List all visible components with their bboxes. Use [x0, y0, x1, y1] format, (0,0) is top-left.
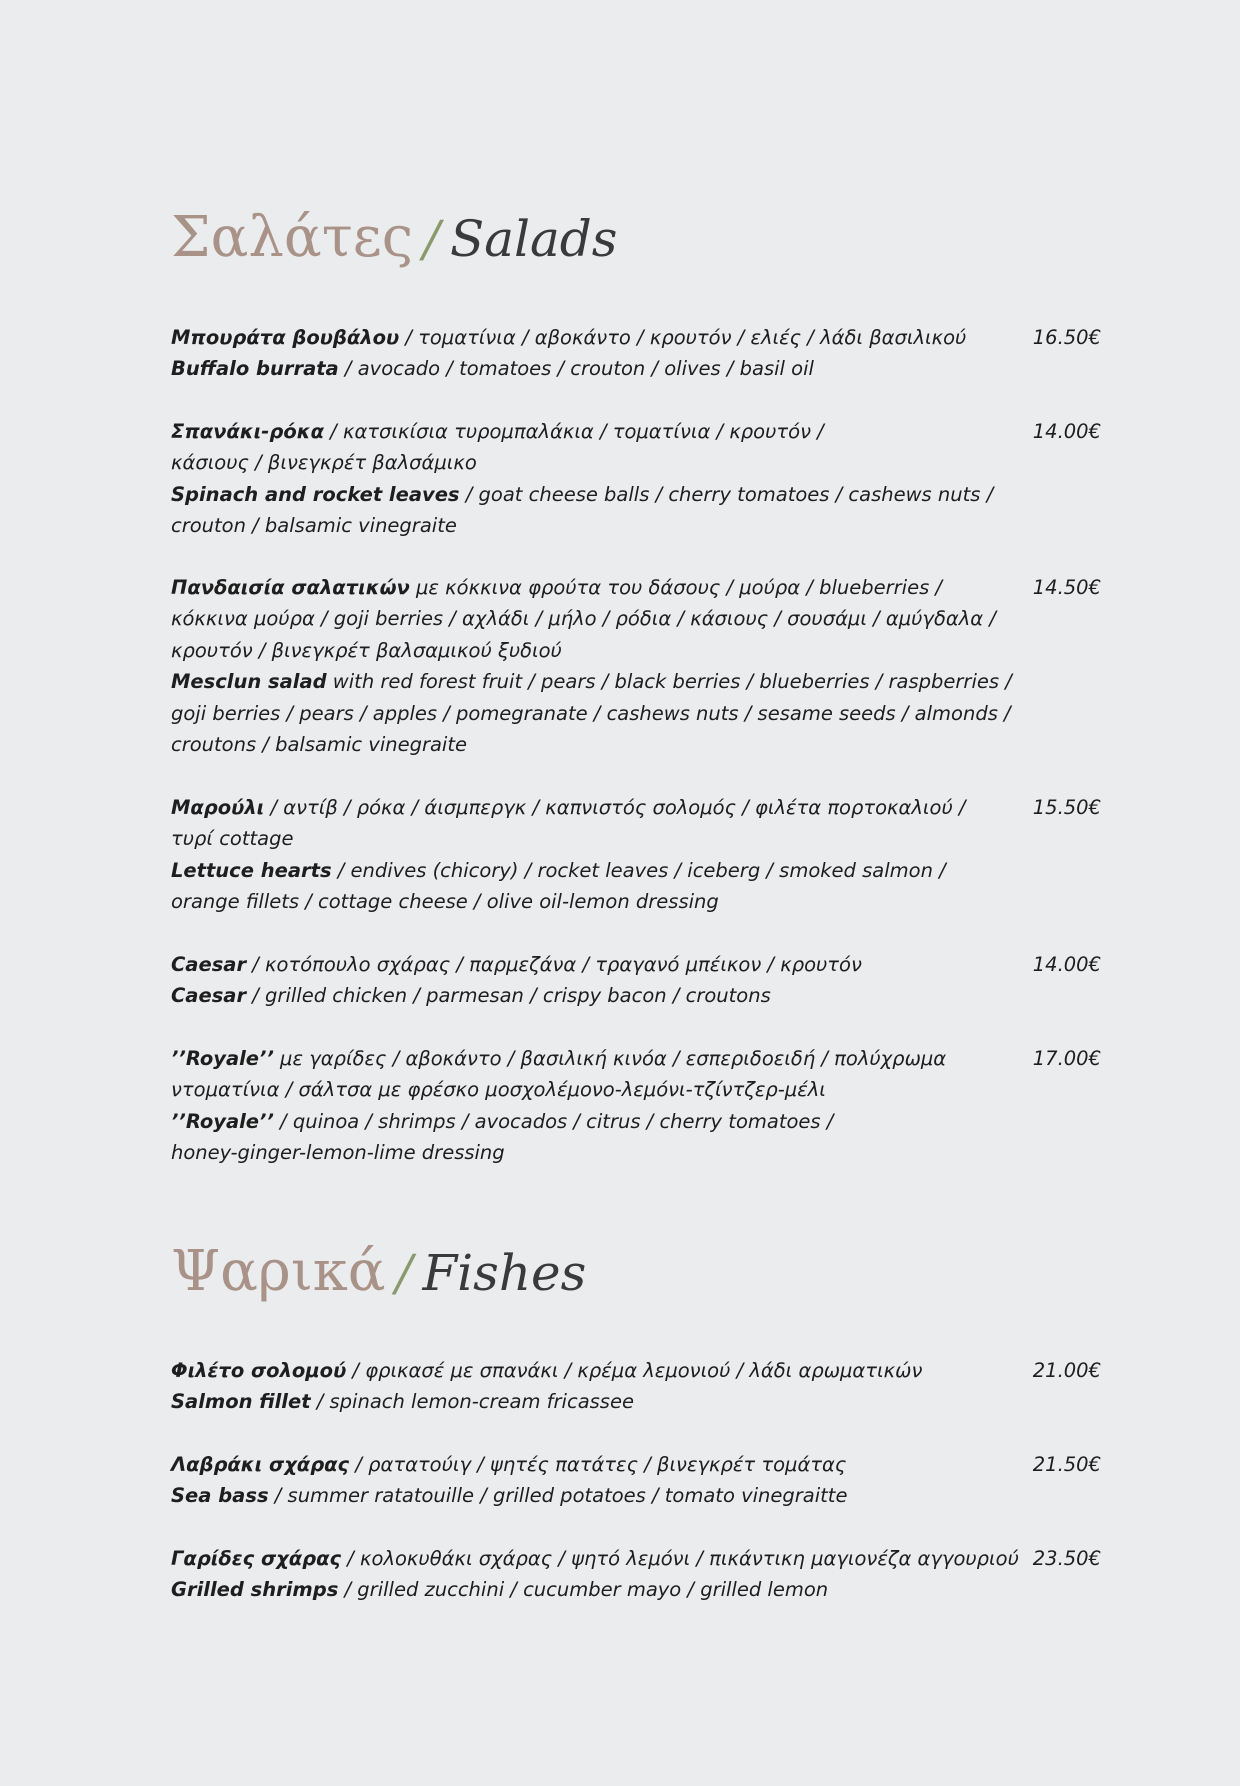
- item-price: 16.50€: [1032, 326, 1101, 349]
- item-price: 23.50€: [1032, 1547, 1101, 1570]
- item-description: με γαρίδες / αβοκάντο / βασιλική κινόα / εσπεριδοειδή / πολύχρωμα: [273, 1047, 947, 1070]
- menu-item-grilled-shrimps: [171, 1543, 1101, 1606]
- item-description: / αντίβ / ρόκα / άισμπεργκ / καπνιστός σολομός / φιλέτα πορτοκαλιού /: [264, 796, 966, 819]
- item-name: ’’Royale’’: [171, 1109, 274, 1133]
- item-description: / summer ratatouille / grilled potatoes / tomato vinegraitte: [268, 1484, 848, 1508]
- menu-item-royale: [171, 1043, 1101, 1169]
- item-price: 14.00€: [1032, 953, 1101, 976]
- item-line: [171, 416, 1001, 447]
- item-line: [171, 792, 1001, 823]
- item-name: Σπανάκι-ρόκα: [171, 420, 324, 443]
- section-title-english: Salads: [449, 210, 618, 268]
- item-name: Μαρούλι: [171, 796, 265, 819]
- menu-item-buffalo-burrata: [171, 322, 1101, 385]
- item-line: [171, 949, 1001, 980]
- item-description: / φρικασέ με σπανάκι / κρέμα λεμονιού / λάδι αρωματικών: [346, 1359, 923, 1382]
- item-line: [171, 1043, 1001, 1074]
- item-line: [171, 1574, 1001, 1605]
- item-price: 21.00€: [1032, 1359, 1101, 1382]
- section-title-separator: /: [423, 210, 440, 268]
- item-name: Spinach and rocket leaves: [171, 482, 460, 506]
- item-line: [171, 353, 1001, 384]
- section-title-greek: Σαλάτες: [171, 205, 414, 270]
- menu-item-caesar: [171, 949, 1101, 1012]
- item-description: crouton / balsamic vinegraite: [171, 514, 457, 538]
- item-line: [171, 510, 1001, 541]
- item-price: 15.50€: [1032, 796, 1101, 819]
- item-line: [171, 1074, 1001, 1105]
- item-name: ’’Royale’’: [171, 1047, 274, 1070]
- item-description: ντοματίνια / σάλτσα με φρέσκο μοσχολέμονο-λεμόνι-τζίντζερ-μέλι: [171, 1078, 826, 1102]
- item-description: / τοματίνια / αβοκάντο / κρουτόν / ελιές / λάδι βασιλικού: [399, 326, 967, 349]
- item-price: 14.00€: [1032, 420, 1101, 443]
- item-description: / avocado / tomatoes / crouton / olives / basil oil: [338, 357, 814, 381]
- item-name: Μπουράτα βουβάλου: [171, 326, 400, 349]
- item-description: with red forest fruit / pears / black berries / blueberries / raspberries /: [326, 670, 1012, 694]
- item-description: honey-ginger-lemon-lime dressing: [171, 1141, 505, 1165]
- menu-item-mesclun-salad: [171, 572, 1101, 760]
- item-name: Caesar: [171, 953, 247, 976]
- item-line: [171, 603, 1001, 634]
- item-description: με κόκκινα φρούτα του δάσους / μούρα / blueberries /: [409, 576, 942, 599]
- item-description: κόκκινα μούρα / goji berries / αχλάδι / μήλο / ρόδια / κάσιους / σουσάμι / αμύγδαλα /: [171, 607, 996, 631]
- item-description: / quinoa / shrimps / avocados / citrus / cherry tomatoes /: [273, 1109, 834, 1133]
- item-line: [171, 1386, 1001, 1417]
- item-description: croutons / balsamic vinegraite: [171, 733, 467, 757]
- item-line: [171, 479, 1001, 510]
- section-heading-salads: [171, 205, 618, 270]
- menu-item-salmon-fillet: [171, 1355, 1101, 1418]
- item-description: / endives (chicory) / rocket leaves / iceberg / smoked salmon /: [331, 858, 946, 882]
- menu-item-spinach-rocket: [171, 416, 1101, 542]
- item-line: [171, 980, 1001, 1011]
- item-line: [171, 1137, 1001, 1168]
- item-price: 14.50€: [1032, 576, 1101, 599]
- item-description: / grilled chicken / parmesan / crispy bacon / croutons: [246, 984, 771, 1008]
- item-line: [171, 1543, 1019, 1574]
- item-line: [171, 855, 1001, 886]
- item-line: [171, 572, 1001, 603]
- item-name: Buffalo burrata: [171, 357, 339, 381]
- item-line: [171, 1355, 1001, 1386]
- item-description: / κατσικίσια τυρομπαλάκια / τοματίνια / κρουτόν /: [323, 420, 824, 443]
- section-title-greek: Ψαρικά: [171, 1239, 386, 1304]
- item-line: [171, 635, 1001, 666]
- item-description: orange fillets / cottage cheese / olive oil-lemon dressing: [171, 890, 719, 914]
- item-price: 17.00€: [1032, 1047, 1101, 1070]
- item-line: [171, 1106, 1001, 1137]
- section-title-english: Fishes: [422, 1244, 587, 1302]
- item-name: Lettuce hearts: [171, 858, 332, 882]
- item-description: τυρί cottage: [171, 827, 294, 851]
- item-name: Caesar: [171, 984, 247, 1008]
- item-line: [171, 698, 1011, 729]
- item-name: Grilled shrimps: [171, 1578, 339, 1602]
- item-description: / κοτόπουλο σχάρας / παρμεζάνα / τραγανό μπέικον / κρουτόν: [246, 953, 862, 976]
- item-name: Πανδαισία σαλατικών: [171, 576, 410, 599]
- item-description: κρουτόν / βινεγκρέτ βαλσαμικού ξυδιού: [171, 638, 562, 662]
- item-description: / κολοκυθάκι σχάρας / ψητό λεμόνι / πικάντικη μαγιονέζα αγγουριού: [341, 1547, 1019, 1570]
- item-price: 21.50€: [1032, 1453, 1101, 1476]
- item-line: [171, 1449, 1001, 1480]
- section-heading-fishes: [171, 1239, 587, 1304]
- item-name: Γαρίδες σχάρας: [171, 1547, 342, 1570]
- item-line: [171, 823, 1001, 854]
- item-description: / grilled zucchini / cucumber mayo / grilled lemon: [338, 1578, 829, 1602]
- item-line: [171, 447, 1001, 478]
- item-line: [171, 322, 1001, 353]
- item-line: [171, 1480, 1001, 1511]
- menu-item-sea-bass: [171, 1449, 1101, 1512]
- item-line: [171, 666, 1012, 697]
- item-description: / goat cheese balls / cherry tomatoes / cashews nuts /: [459, 482, 994, 506]
- item-name: Mesclun salad: [171, 670, 327, 694]
- menu-item-lettuce-hearts: [171, 792, 1101, 918]
- item-line: [171, 729, 1001, 760]
- item-name: Salmon fillet: [171, 1390, 311, 1414]
- item-line: [171, 886, 1001, 917]
- item-description: κάσιους / βινεγκρέτ βαλσάμικο: [171, 451, 477, 475]
- item-description: / spinach lemon-cream fricassee: [310, 1390, 634, 1414]
- item-description: goji berries / pears / apples / pomegranate / cashews nuts / sesame seeds / almonds /: [171, 701, 1011, 725]
- section-title-separator: /: [395, 1244, 413, 1302]
- item-name: Λαβράκι σχάρας: [171, 1453, 350, 1476]
- item-description: / ρατατούιγ / ψητές πατάτες / βινεγκρέτ τομάτας: [349, 1453, 847, 1476]
- item-name: Sea bass: [171, 1484, 269, 1508]
- item-name: Φιλέτο σολομού: [171, 1359, 347, 1382]
